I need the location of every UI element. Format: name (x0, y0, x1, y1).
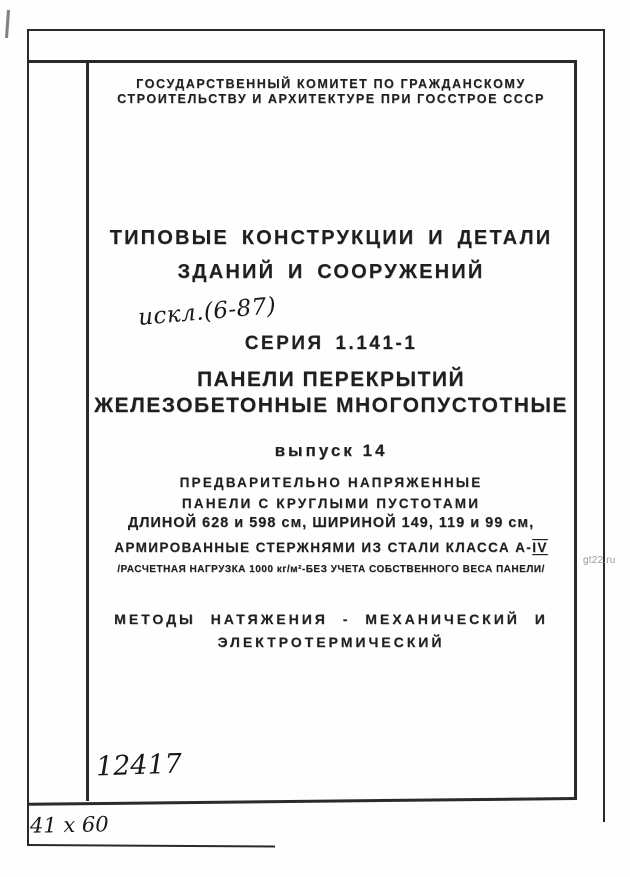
handwritten-exclusion-note: искл.(6-87) (137, 293, 278, 331)
issue-number: выпуск 14 (274, 441, 388, 460)
watermark-text: gt22.ru (583, 555, 616, 566)
spec-line-4-text: АРМИРОВАННЫЕ СТЕРЖНЯМИ ИЗ СТАЛИ КЛАССА А- (114, 540, 533, 555)
outer-border-right (603, 29, 605, 822)
handwritten-inventory-number: 12417 (95, 748, 183, 783)
spec-line-2: ПАНЕЛИ С КРУГЛЫМИ ПУСТОТАМИ (181, 496, 481, 511)
outer-border-left (27, 29, 29, 846)
title-block-content (87, 0, 575, 877)
organization-line-1: ГОСУДАРСТВЕННЫЙ КОМИТЕТ ПО ГРАЖДАНСКОМУ (136, 77, 526, 91)
document-title-line-2: ЗДАНИЙ И СООРУЖЕНИЙ (177, 261, 485, 283)
spec-line-1: ПРЕДВАРИТЕЛЬНО НАПРЯЖЕННЫЕ (179, 475, 483, 490)
document-title-line-1: ТИПОВЫЕ КОНСТРУКЦИИ И ДЕТАЛИ (109, 227, 553, 249)
handwritten-format-note: 41 х 60 (29, 812, 109, 838)
subject-line-2: ЖЕЛЕЗОБЕТОННЫЕ МНОГОПУСТОТНЫЕ (94, 394, 568, 417)
spec-line-3: ДЛИНОЙ 628 и 598 см, ШИРИНОЙ 149, 119 и 99 см, (127, 515, 535, 531)
steel-class-numeral: IV (532, 540, 548, 555)
series-number: СЕРИЯ 1.141-1 (244, 333, 418, 354)
design-load-note: /РАСЧЕТНАЯ НАГРУЗКА 1000 кг/м²-БЕЗ УЧЕТА СОБСТВЕННОГО ВЕСА ПАНЕЛИ/ (117, 564, 545, 575)
subject-line-1: ПАНЕЛИ ПЕРЕКРЫТИЙ (196, 368, 466, 391)
tensioning-methods-line-2: ЭЛЕКТРОТЕРМИЧЕСКИЙ (217, 634, 445, 650)
scan-artifact-mark (5, 10, 10, 38)
organization-line-2: СТРОИТЕЛЬСТВУ И АРХИТЕКТУРЕ ПРИ ГОССТРОЕ СССР (117, 92, 545, 106)
spec-line-4 (87, 540, 575, 555)
organization-header (87, 77, 575, 107)
tensioning-methods-line-1: МЕТОДЫ НАТЯЖЕНИЯ - МЕХАНИЧЕСКИЙ И (114, 611, 548, 627)
